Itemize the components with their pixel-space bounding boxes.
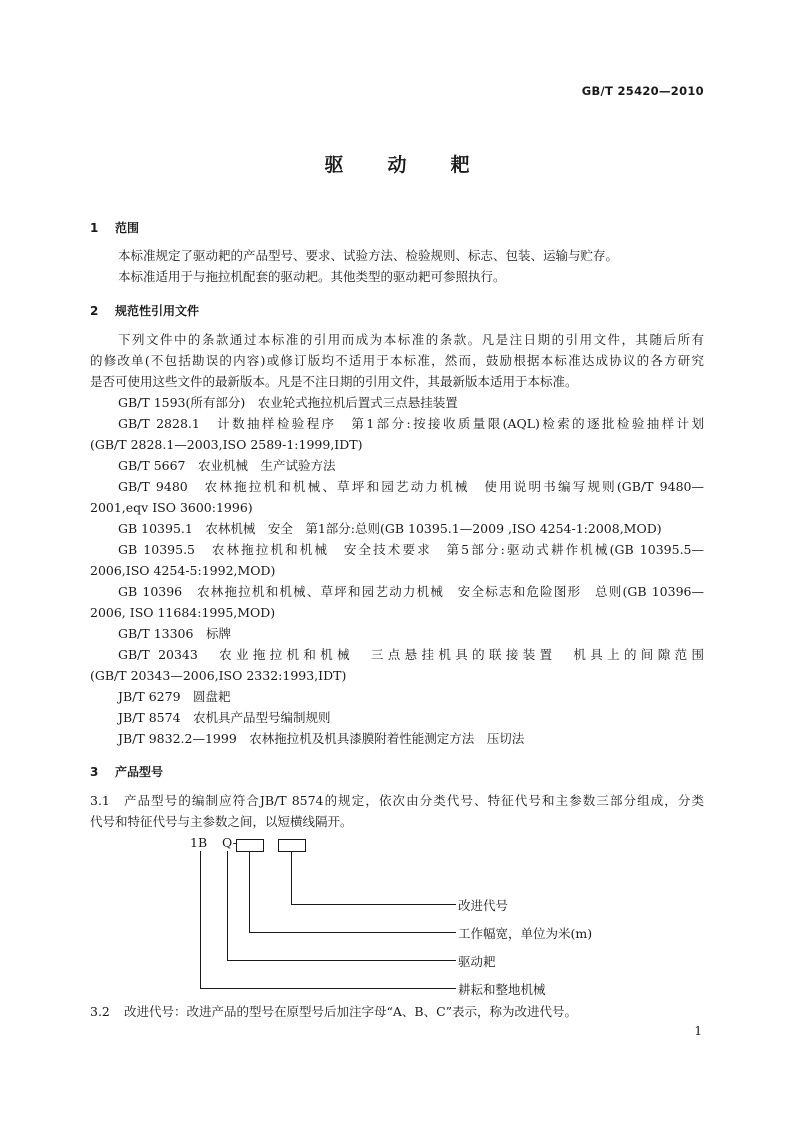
reference-item-cont: 2006,ISO 4254-5:1992,MOD) [90,563,276,578]
paragraph: 本标准规定了驱动耙的产品型号、要求、试验方法、检验规则、标志、包装、运输与贮存。 [118,248,619,263]
reference-item-cont: (GB/T 2828.1—2003,ISO 2589-1:1999,IDT) [90,437,363,452]
clause-number: 3.2 [90,1004,110,1019]
title-char: 耙 [450,154,470,176]
standard-number: GB/T 25420—2010 [581,84,704,98]
label-working-width: 工作幅宽，单位为米(m) [458,926,593,941]
document-title [0,150,794,177]
reference-item: JB/T 9832.2—1999 农林拖拉机及机具漆膜附着性能测定方法 压切法 [118,731,525,746]
param-box [236,839,264,852]
code-category: 1B [190,835,208,850]
label-tillage-machinery: 耕耘和整地机械 [458,982,546,997]
leader-line [291,904,456,905]
reference-item: GB/T 1593(所有部分) 农业轮式拖拉机后置式三点悬挂装置 [118,395,458,410]
paragraph-line: 的修改单(不包括勘误的内容)或修订版均不适用于本标准，然而，鼓励根据本标准达成协议的各方研究 [90,353,704,368]
reference-item: GB/T 13306 标牌 [118,626,231,641]
reference-item: GB/T 5667 农业机械 生产试验方法 [118,458,336,473]
section-number: 1 [90,221,99,235]
reference-item-cont: (GB/T 20343—2006,ISO 2332:1993,IDT) [90,668,347,683]
reference-item: JB/T 8574 农机具产品型号编制规则 [118,710,331,725]
clause-text: 改进代号：改进产品的型号在原型号后加注字母“A、B、C”表示，称为改进代号。 [124,1004,578,1019]
reference-item: GB/T 2828.1 计数抽样检验程序 第1部分:按接收质量限(AQL)检索的逐批检验抽样计划 [118,416,704,431]
leader-line [249,852,250,932]
improvement-box [278,839,306,852]
section-heading-product-model [90,763,163,780]
leader-line [249,932,456,933]
clause-text: 产品型号的编制应符合JB/T 8574的规定，依次由分类代号、特征代号和主参数三部分组成，分类 [124,793,704,808]
clause-text: 代号和特征代号与主参数之间，以短横线隔开。 [90,814,353,829]
section-number: 2 [90,304,99,318]
paragraph: 本标准适用于与拖拉机配套的驱动耙。其他类型的驱动耙可参照执行。 [118,269,506,284]
reference-item: GB 10395.5 农林拖拉机和机械 安全技术要求 第5部分:驱动式耕作机械(GB 10395.5— [118,542,704,557]
leader-line [227,851,228,960]
section-heading-scope [90,219,139,236]
paragraph-line: 下列文件中的条款通过本标准的引用而成为本标准的条款。凡是注日期的引用文件，其随后所有 [118,332,704,347]
reference-item-cont: 2006, ISO 11684:1995,MOD) [90,605,276,620]
section-title: 规范性引用文件 [115,304,200,318]
title-char: 驱 [324,154,344,176]
section-title: 范围 [115,221,140,235]
leader-line [200,851,201,988]
page-number: 1 [694,1024,702,1038]
reference-item: GB 10395.1 农林机械 安全 第1部分:总则(GB 10395.1—2009 ,ISO 4254-1:2008,MOD) [118,521,662,536]
label-power-harrow: 驱动耙 [458,954,496,969]
title-char: 动 [387,154,407,176]
paragraph-line: 是否可使用这些文件的最新版本。凡是不注日期的引用文件，其最新版本适用于本标准。 [90,374,578,389]
clause-number: 3.1 [90,793,110,808]
reference-item-cont: 2001,eqv ISO 3600:1996) [90,500,253,515]
code-feature: Q- [222,835,237,850]
reference-item: GB/T 20343 农业拖拉机和机械 三点悬挂机具的联接装置 机具上的间隙范围 [118,647,704,662]
leader-line [200,988,456,989]
reference-item: GB 10396 农林拖拉机和机械、草坪和园艺动力机械 安全标志和危险图形 总则(GB 10396— [118,584,704,599]
section-heading-normative-references [90,302,199,319]
reference-item: JB/T 6279 圆盘耙 [118,689,231,704]
reference-item: GB/T 9480 农林拖拉机和机械、草坪和园艺动力机械 使用说明书编写规则(GB/T 9480— [118,479,704,494]
leader-line [291,852,292,904]
section-title: 产品型号 [115,765,164,779]
leader-line [227,960,456,961]
section-number: 3 [90,765,99,779]
label-improvement-code: 改进代号 [458,898,509,913]
